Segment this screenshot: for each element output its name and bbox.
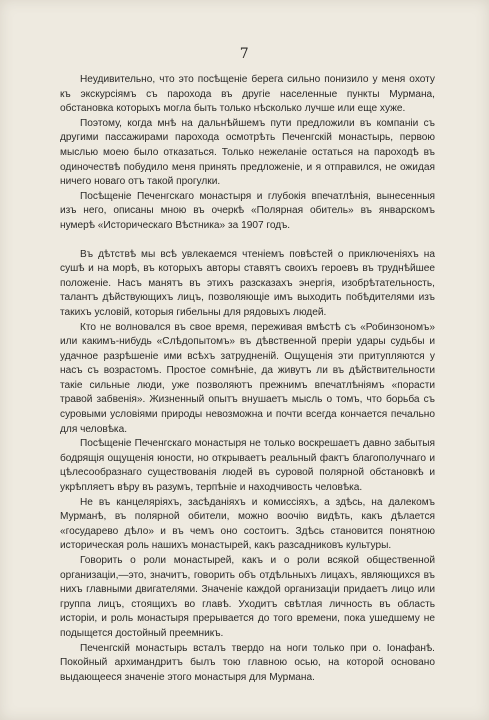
section-gap: [60, 234, 435, 248]
paragraph-7: Не въ канцеляріяхъ, засѣданіяхъ и комиссіяхъ, а здѣсь, на далекомъ Мурманѣ, въ полярной обители, можно воочію видѣть, какъ дѣлается «государево дѣло» и въ чемъ оно состоитъ. Здѣсь становится понятною историческая роль нашихъ монастырей, какъ разсадниковъ культуры.: [60, 496, 435, 552]
paragraph-8: Говорить о роли монастырей, какъ и о роли всякой общественной организаціи,—это, значитъ, говорить объ отдѣльныхъ лицахъ, являющихся въ нихъ главными двигателями. Значеніе каждой организаціи придаетъ лицо или группа лицъ, стоящихъ во главѣ. Уходитъ свѣтлая личность въ область исторіи, и роль монастыря прерывается до того времени, пока ушедшему не подыщется достойный преемникъ.: [60, 555, 435, 639]
paragraph-9: Печенгскій монастырь всталъ твердо на ноги только при о. Іонафанѣ. Покойный архимандритъ былъ тою главною осью, на которой основано выдающееся значеніе этого монастыря для Мурмана.: [60, 642, 435, 683]
paragraph-2: Поэтому, когда мнѣ на дальнѣйшемъ пути предложили въ компаніи съ другими пассажирами парохода осмотрѣть Печенгскій монастырь, первою мыслью моею было отказаться. Только нежеланіе остаться на пароходѣ въ одиночествѣ побудило меня принять предложеніе, и я отправился, не ожидая ничего новаго отъ такой прогулки.: [60, 117, 435, 188]
text-body: [60, 73, 435, 685]
paragraph-1: Неудивительно, что это посѣщеніе берега сильно понизило у меня охоту къ экскурсіямъ съ парохода въ другіе населенные пункты Мурмана, обстановка которыхъ могла быть только нѣсколько лучше или еще хуже.: [60, 74, 435, 115]
paragraph-4: Въ дѣтствѣ мы всѣ увлекаемся чтеніемъ повѣстей о приключеніяхъ на сушѣ и на морѣ, въ которыхъ авторы ставятъ своихъ героевъ въ труднѣйшее положеніе. Насъ манятъ въ этихъ разсказахъ энергія, изобрѣтательность, талантъ дѣйствующихъ лицъ, позволяющіе имъ выходить побѣдителями изъ такихъ условій, которыя гибельны для рядовыхъ людей.: [60, 248, 435, 318]
paragraph-5: Кто не волновался въ свое время, переживая вмѣстѣ съ «Робинзономъ» или какимъ-нибудь «Слѣдопытомъ» въ дѣвственной преріи удары судьбы и удачное разрѣшеніе ими всѣхъ затрудненій. Ощущенія эти притупляются у насъ съ возрастомъ. Простое сомнѣніе, да живутъ ли въ дѣйствительности такіе сильные люди, уже позволяютъ прежнимъ впечатлѣніямъ «порасти травой забвенія». Жизненный опытъ внушаетъ мысль о томъ, что борьба съ суровыми условіями природы невозможна и почти всегда кончается печально для человѣка.: [60, 321, 435, 435]
paragraph-6: Посѣщеніе Печенгскаго монастыря не только воскрешаетъ давно забытыя бодрящія ощущенія юности, но открываетъ реальный фактъ благополучнаго и цѣлесообразнаго существованія людей въ суровой полярной обстановкѣ и укрѣпляетъ вѣру въ разумъ, терпѣніе и находчивость человѣка.: [60, 438, 435, 494]
page-number: 7: [239, 46, 250, 62]
paragraph-3: Посѣщеніе Печенгскаго монастыря и глубокія впечатлѣнія, вынесенныя изъ него, описаны мною въ очеркѣ «Полярная обитель» въ январскомъ нумерѣ «Историческаго Вѣстника» за 1907 годъ.: [60, 190, 435, 231]
